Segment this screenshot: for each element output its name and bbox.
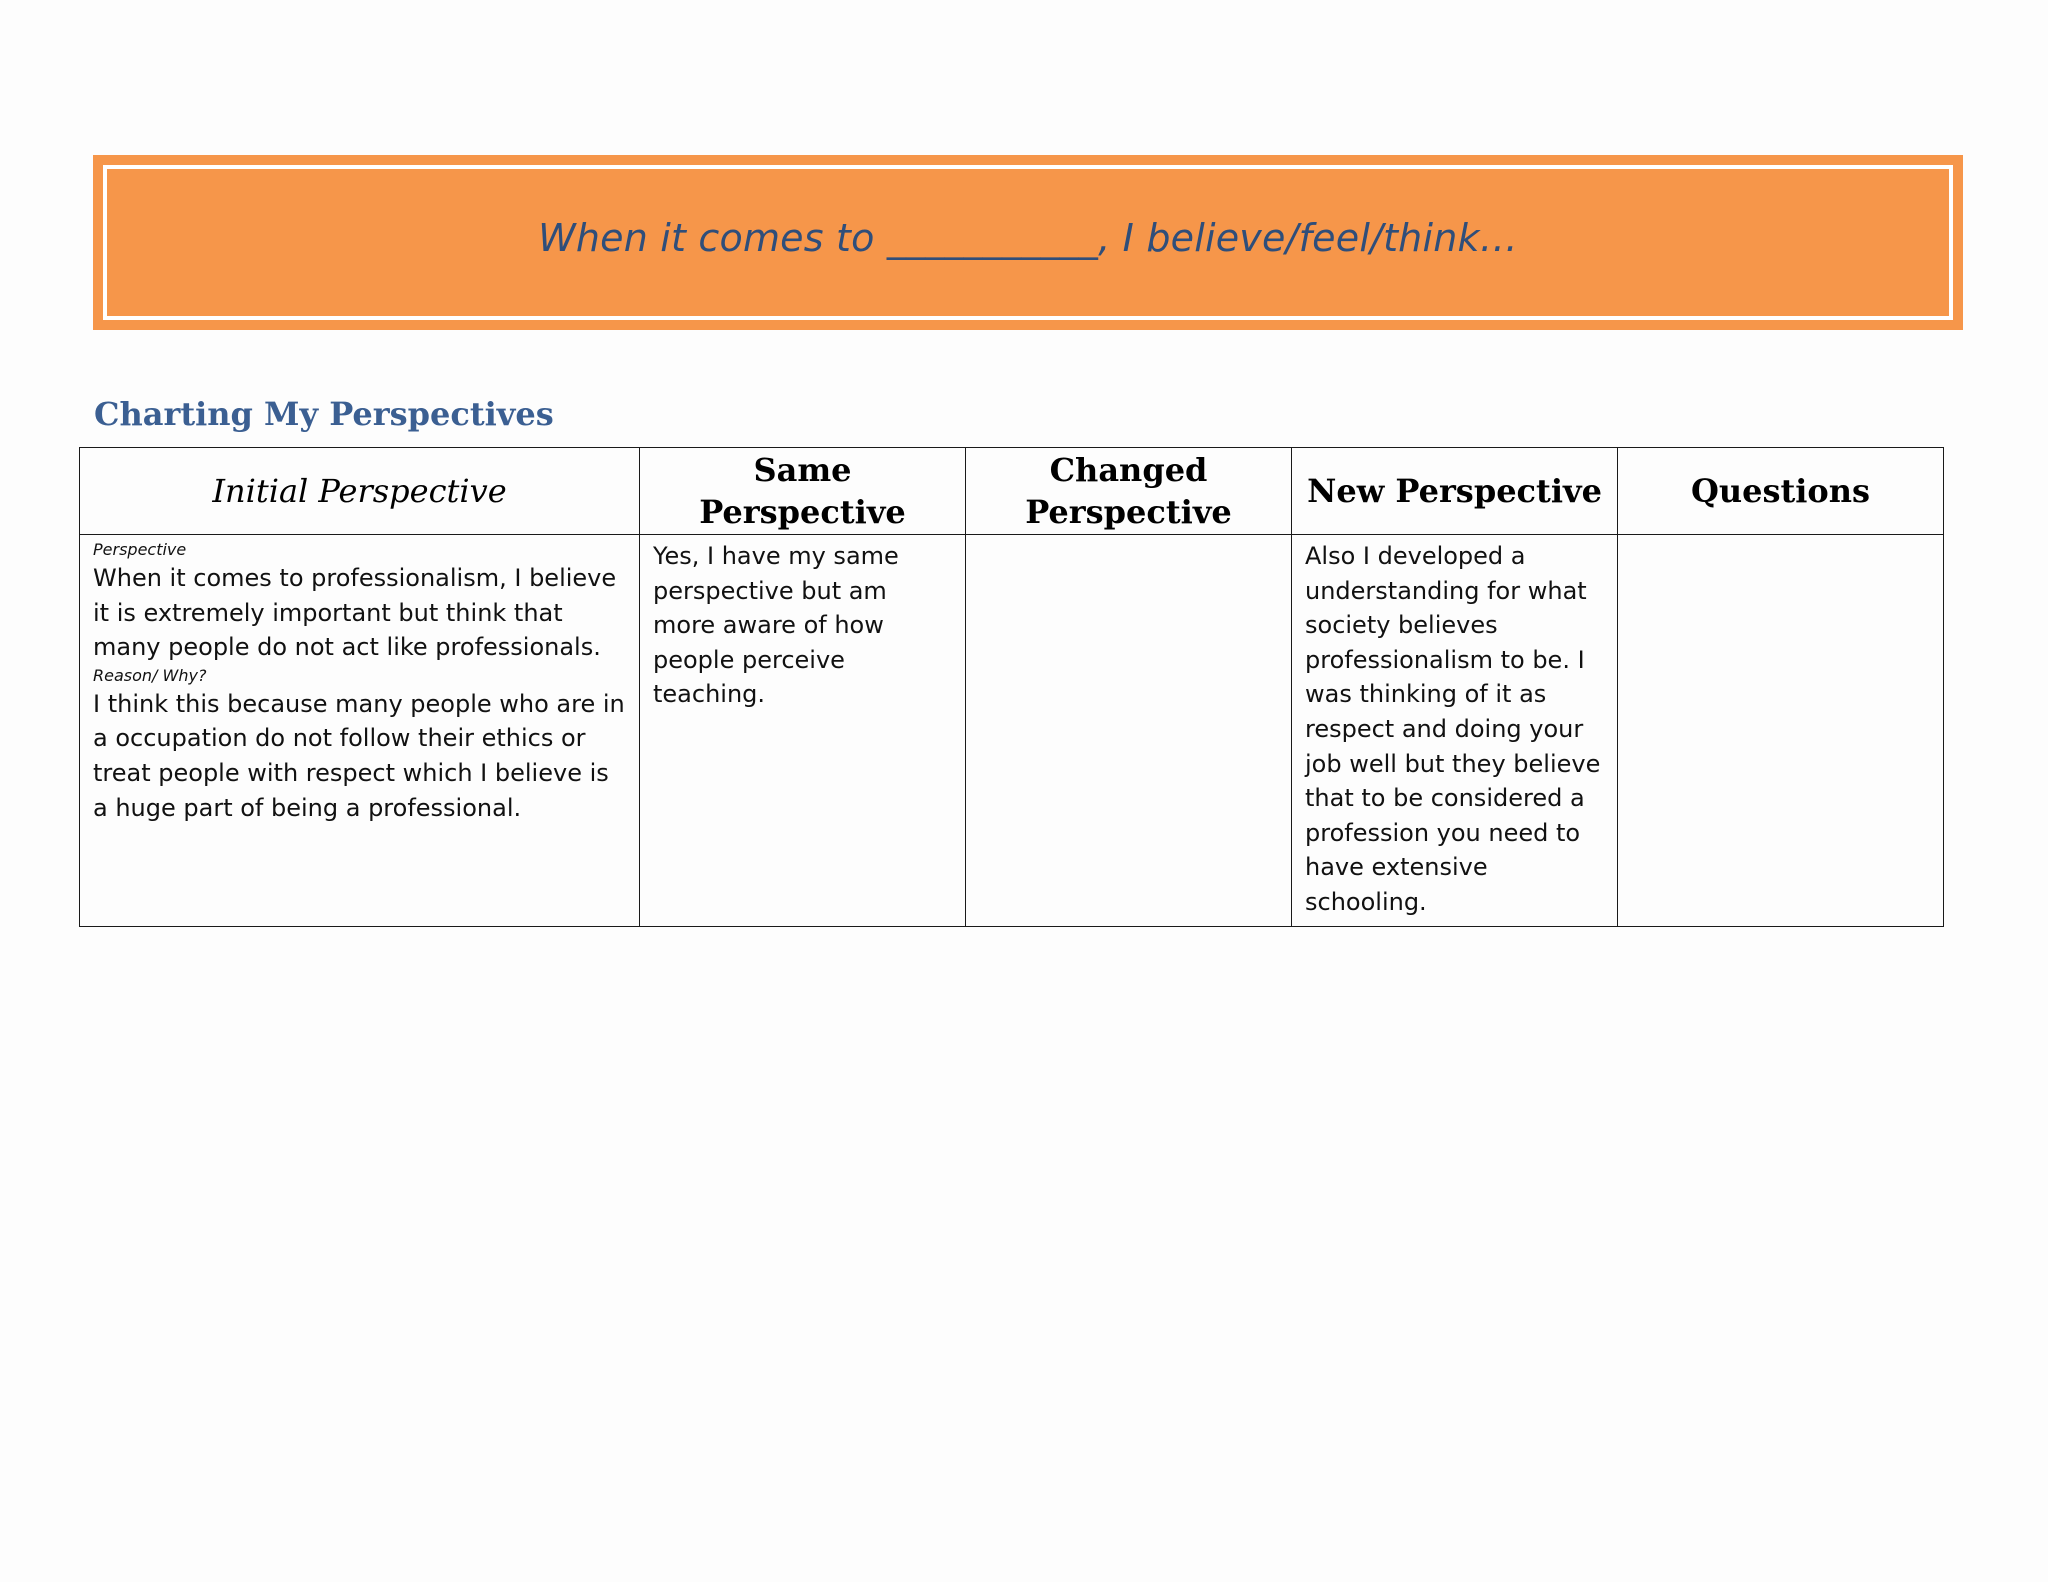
cell-initial-perspective: [80, 535, 640, 927]
cell-new-perspective: Also I developed a understanding for what society believes professionalism to be. I was thinking of it as respect and doing your job well but they believe that to be considered a profession you need to have extensive schooling.: [1292, 535, 1618, 927]
header-initial-perspective: Initial Perspective: [80, 448, 640, 535]
perspective-label: Perspective: [93, 540, 187, 559]
header-questions: Questions: [1618, 448, 1944, 535]
reason-label: Reason/ Why?: [93, 665, 207, 685]
table-header-row: [80, 448, 1944, 535]
header-changed-perspective: Changed Perspective: [966, 448, 1292, 535]
cell-changed-perspective: [966, 535, 1292, 927]
header-same-perspective: Same Perspective: [640, 448, 966, 535]
section-title: Charting My Perspectives: [94, 395, 554, 433]
perspectives-table: [79, 447, 1944, 927]
prompt-banner: [93, 155, 1963, 330]
prompt-banner-text: When it comes to ___________, I believe/feel/think…: [538, 215, 1518, 260]
reason-text: I think this because many people who are in a occupation do not follow their ethics or treat people with respect which I believe is a huge part of being a professional.: [93, 689, 625, 822]
prompt-banner-frame: [103, 165, 1953, 320]
cell-questions: [1618, 535, 1944, 927]
cell-same-perspective: Yes, I have my same perspective but am more aware of how people perceive teaching.: [640, 535, 966, 927]
table-row: [80, 535, 1944, 927]
perspective-text: When it comes to professionalism, I believe it is extremely important but think that many people do not act like professionals.: [93, 564, 617, 662]
header-new-perspective: New Perspective: [1292, 448, 1618, 535]
